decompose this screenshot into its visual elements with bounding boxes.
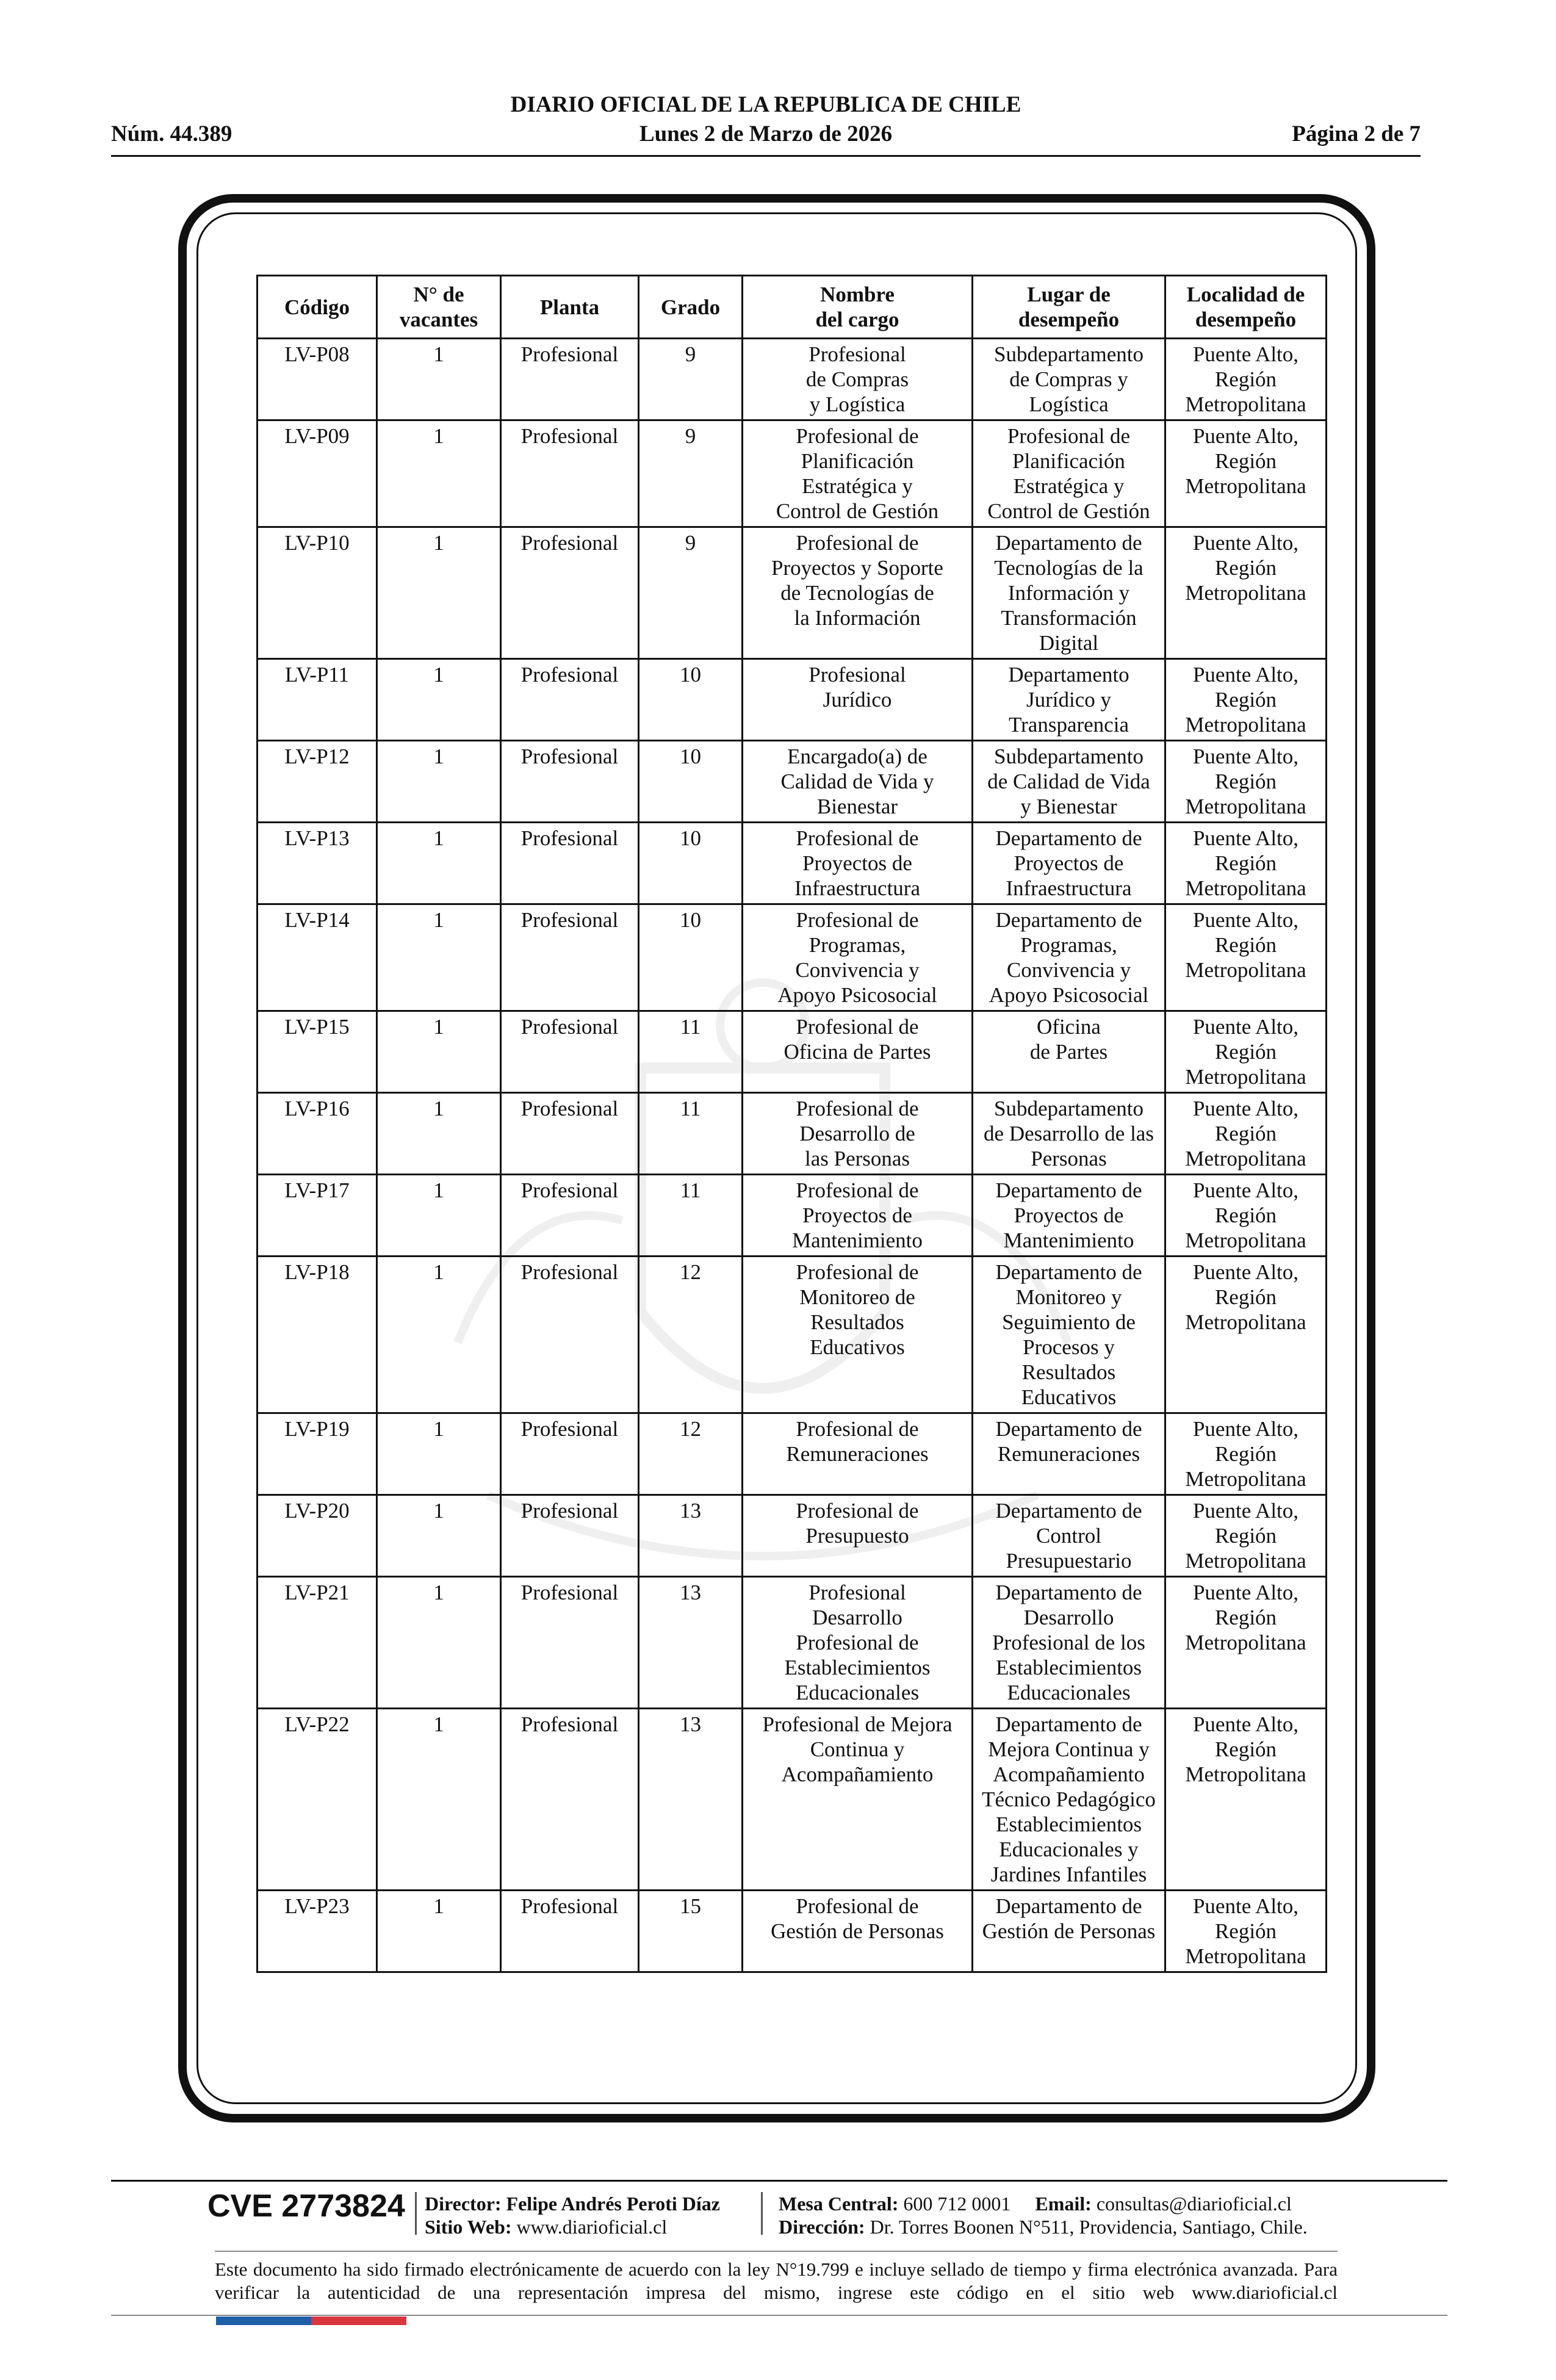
cell-grado: 10 [639, 904, 743, 1011]
cell-planta: Profesional [501, 1093, 639, 1175]
cell-codigo: LV-P13 [258, 823, 377, 904]
cell-codigo: LV-P20 [258, 1495, 377, 1577]
cell-localidad: Puente Alto, Región Metropolitana [1165, 823, 1327, 904]
cell-grado: 12 [639, 1257, 743, 1413]
cell-localidad: Puente Alto, Región Metropolitana [1165, 1891, 1327, 1972]
cve-code: CVE 2773824 [207, 2188, 405, 2224]
flag-stripe-red [311, 2317, 406, 2325]
cell-localidad: Puente Alto, Región Metropolitana [1165, 659, 1327, 741]
cell-codigo: LV-P09 [258, 420, 377, 527]
table-row [258, 527, 1327, 659]
table-row [258, 1413, 1327, 1495]
cell-planta: Profesional [501, 1175, 639, 1257]
cell-planta: Profesional [501, 420, 639, 527]
header-planta: Planta [501, 276, 639, 339]
table-row [258, 1577, 1327, 1709]
footer-contact-block [779, 2192, 1308, 2238]
cell-localidad: Puente Alto, Región Metropolitana [1165, 420, 1327, 527]
header-vacantes: N° de vacantes [377, 276, 501, 339]
cell-cargo: Profesional de Mejora Continua y Acompañamiento [743, 1709, 973, 1891]
cell-vacantes: 1 [377, 823, 501, 904]
cell-codigo: LV-P23 [258, 1891, 377, 1972]
cell-localidad: Puente Alto, Región Metropolitana [1165, 1413, 1327, 1495]
cell-vacantes: 1 [377, 420, 501, 527]
table-row [258, 659, 1327, 741]
cell-lugar: Departamento de Tecnologías de la Información y Transformación Digital [973, 527, 1165, 659]
cell-codigo: LV-P11 [258, 659, 377, 741]
director-label: Director: [425, 2193, 502, 2215]
cell-localidad: Puente Alto, Región Metropolitana [1165, 1495, 1327, 1577]
legal-notice: Este documento ha sido firmado electrónicamente de acuerdo con la ley N°19.799 e incluye sellado de tiempo y firma electrónica avanzada. Para verificar la autenticidad de una representación impresa del mismo, ingrese este código en el sitio web www.diarioficial.cl [215, 2259, 1338, 2303]
cell-grado: 11 [639, 1011, 743, 1093]
cell-vacantes: 1 [377, 1709, 501, 1891]
cell-planta: Profesional [501, 527, 639, 659]
header-cargo: Nombre del cargo [743, 276, 973, 339]
cell-lugar: Oficina de Partes [973, 1011, 1165, 1093]
table-row [258, 1709, 1327, 1891]
cell-planta: Profesional [501, 339, 639, 420]
footer-divider-mid [215, 2251, 1338, 2252]
cell-grado: 9 [639, 527, 743, 659]
cell-vacantes: 1 [377, 1011, 501, 1093]
cell-vacantes: 1 [377, 1495, 501, 1577]
cell-cargo: Profesional de Programas, Convivencia y Apoyo Psicosocial [743, 904, 973, 1011]
cell-vacantes: 1 [377, 741, 501, 823]
cell-cargo: Profesional de Planificación Estratégica y Control de Gestión [743, 420, 973, 527]
cell-cargo: Profesional de Gestión de Personas [743, 1891, 973, 1972]
table-row [258, 741, 1327, 823]
cell-localidad: Puente Alto, Región Metropolitana [1165, 339, 1327, 420]
cell-grado: 10 [639, 659, 743, 741]
table-row [258, 1257, 1327, 1413]
cell-localidad: Puente Alto, Región Metropolitana [1165, 1257, 1327, 1413]
cell-grado: 13 [639, 1577, 743, 1709]
cell-grado: 11 [639, 1093, 743, 1175]
cell-grado: 15 [639, 1891, 743, 1972]
email-link[interactable]: consultas@diarioficial.cl [1096, 2193, 1292, 2215]
cell-lugar: Profesional de Planificación Estratégica y Control de Gestión [973, 420, 1165, 527]
cell-vacantes: 1 [377, 904, 501, 1011]
cell-vacantes: 1 [377, 1175, 501, 1257]
cell-cargo: Profesional Desarrollo Profesional de Establecimientos Educacionales [743, 1577, 973, 1709]
direccion-text: Dr. Torres Boonen N°511, Providencia, Santiago, Chile. [870, 2216, 1308, 2238]
table-row [258, 1891, 1327, 1972]
web-link[interactable]: www.diarioficial.cl [516, 2216, 668, 2238]
newspaper-title: DIARIO OFICIAL DE LA REPUBLICA DE CHILE [510, 92, 1021, 117]
header-divider [111, 155, 1421, 157]
cell-grado: 10 [639, 741, 743, 823]
cell-codigo: LV-P22 [258, 1709, 377, 1891]
cell-lugar: Departamento de Mejora Continua y Acompañamiento Técnico Pedagógico Establecimientos Educacionales y Jardines Infantiles [973, 1709, 1165, 1891]
cell-codigo: LV-P18 [258, 1257, 377, 1413]
cell-grado: 9 [639, 420, 743, 527]
cell-cargo: Profesional de Proyectos y Soporte de Tecnologías de la Información [743, 527, 973, 659]
mesa-phone: 600 712 0001 [903, 2193, 1011, 2215]
cell-planta: Profesional [501, 1011, 639, 1093]
cell-lugar: Departamento de Gestión de Personas [973, 1891, 1165, 1972]
footer-divider-top [111, 2180, 1447, 2182]
cell-planta: Profesional [501, 741, 639, 823]
cell-localidad: Puente Alto, Región Metropolitana [1165, 527, 1327, 659]
cell-grado: 13 [639, 1495, 743, 1577]
cell-localidad: Puente Alto, Región Metropolitana [1165, 741, 1327, 823]
cell-codigo: LV-P08 [258, 339, 377, 420]
cell-vacantes: 1 [377, 1257, 501, 1413]
cell-vacantes: 1 [377, 659, 501, 741]
cell-lugar: Departamento de Desarrollo Profesional de los Establecimientos Educacionales [973, 1577, 1165, 1709]
header-lugar: Lugar de desempeño [973, 276, 1165, 339]
cell-grado: 13 [639, 1709, 743, 1891]
cell-localidad: Puente Alto, Región Metropolitana [1165, 1011, 1327, 1093]
table-row [258, 823, 1327, 904]
cell-vacantes: 1 [377, 339, 501, 420]
cell-grado: 11 [639, 1175, 743, 1257]
table-row [258, 339, 1327, 420]
cell-grado: 9 [639, 339, 743, 420]
table-row [258, 1495, 1327, 1577]
cell-planta: Profesional [501, 1709, 639, 1891]
director-name: Felipe Andrés Peroti Díaz [506, 2193, 720, 2215]
cell-localidad: Puente Alto, Región Metropolitana [1165, 1175, 1327, 1257]
cell-cargo: Profesional Jurídico [743, 659, 973, 741]
cell-codigo: LV-P15 [258, 1011, 377, 1093]
issue-date: Lunes 2 de Marzo de 2026 [639, 121, 893, 146]
cell-codigo: LV-P17 [258, 1175, 377, 1257]
cell-grado: 10 [639, 823, 743, 904]
cell-codigo: LV-P14 [258, 904, 377, 1011]
direccion-label: Dirección: [779, 2216, 865, 2238]
cell-planta: Profesional [501, 1413, 639, 1495]
cell-localidad: Puente Alto, Región Metropolitana [1165, 1709, 1327, 1891]
cell-vacantes: 1 [377, 1577, 501, 1709]
cell-lugar: Departamento de Monitoreo y Seguimiento de Procesos y Resultados Educativos [973, 1257, 1165, 1413]
cell-codigo: LV-P12 [258, 741, 377, 823]
cell-codigo: LV-P21 [258, 1577, 377, 1709]
table-row [258, 1093, 1327, 1175]
cell-vacantes: 1 [377, 1093, 501, 1175]
footer-separator [761, 2192, 763, 2235]
issue-number: Núm. 44.389 [111, 121, 232, 146]
cell-cargo: Profesional de Desarrollo de las Personas [743, 1093, 973, 1175]
cell-cargo: Profesional de Proyectos de Infraestructura [743, 823, 973, 904]
cell-planta: Profesional [501, 1495, 639, 1577]
cell-cargo: Encargado(a) de Calidad de Vida y Bienestar [743, 741, 973, 823]
cell-localidad: Puente Alto, Región Metropolitana [1165, 904, 1327, 1011]
cell-cargo: Profesional de Monitoreo de Resultados Educativos [743, 1257, 973, 1413]
cell-codigo: LV-P10 [258, 527, 377, 659]
cell-lugar: Subdepartamento de Desarrollo de las Personas [973, 1093, 1165, 1175]
cell-lugar: Departamento de Remuneraciones [973, 1413, 1165, 1495]
table-row [258, 420, 1327, 527]
cell-planta: Profesional [501, 823, 639, 904]
header-codigo: Código [258, 276, 377, 339]
table-row [258, 1175, 1327, 1257]
cell-vacantes: 1 [377, 1891, 501, 1972]
cell-planta: Profesional [501, 1257, 639, 1413]
cell-planta: Profesional [501, 1891, 639, 1972]
header-grado: Grado [639, 276, 743, 339]
email-label: Email: [1035, 2193, 1092, 2215]
table-row [258, 1011, 1327, 1093]
cell-lugar: Departamento de Proyectos de Mantenimiento [973, 1175, 1165, 1257]
cell-vacantes: 1 [377, 1413, 501, 1495]
cell-vacantes: 1 [377, 527, 501, 659]
table-row [258, 904, 1327, 1011]
web-label: Sitio Web: [425, 2216, 512, 2238]
cell-planta: Profesional [501, 659, 639, 741]
cell-localidad: Puente Alto, Región Metropolitana [1165, 1577, 1327, 1709]
cell-cargo: Profesional de Oficina de Partes [743, 1011, 973, 1093]
cell-codigo: LV-P16 [258, 1093, 377, 1175]
cell-cargo: Profesional de Compras y Logística [743, 339, 973, 420]
cell-lugar: Departamento de Control Presupuestario [973, 1495, 1165, 1577]
cell-lugar: Subdepartamento de Compras y Logística [973, 339, 1165, 420]
cell-lugar: Subdepartamento de Calidad de Vida y Bienestar [973, 741, 1165, 823]
header-localidad: Localidad de desempeño [1165, 276, 1327, 339]
cell-planta: Profesional [501, 1577, 639, 1709]
table-header-row [258, 276, 1327, 339]
cell-lugar: Departamento de Proyectos de Infraestructura [973, 823, 1165, 904]
cell-localidad: Puente Alto, Región Metropolitana [1165, 1093, 1327, 1175]
mesa-label: Mesa Central: [779, 2193, 899, 2215]
cell-lugar: Departamento de Programas, Convivencia y Apoyo Psicosocial [973, 904, 1165, 1011]
cell-codigo: LV-P19 [258, 1413, 377, 1495]
footer-divider-bottom [111, 2315, 1447, 2316]
page-number: Página 2 de 7 [1292, 121, 1421, 146]
flag-stripe-blue [216, 2317, 311, 2325]
cell-cargo: Profesional de Proyectos de Mantenimiento [743, 1175, 973, 1257]
cell-grado: 12 [639, 1413, 743, 1495]
cell-planta: Profesional [501, 904, 639, 1011]
cell-cargo: Profesional de Remuneraciones [743, 1413, 973, 1495]
cell-lugar: Departamento Jurídico y Transparencia [973, 659, 1165, 741]
cell-cargo: Profesional de Presupuesto [743, 1495, 973, 1577]
footer-separator [415, 2192, 417, 2235]
footer-director-block [425, 2192, 720, 2238]
vacancies-table [256, 275, 1327, 1973]
